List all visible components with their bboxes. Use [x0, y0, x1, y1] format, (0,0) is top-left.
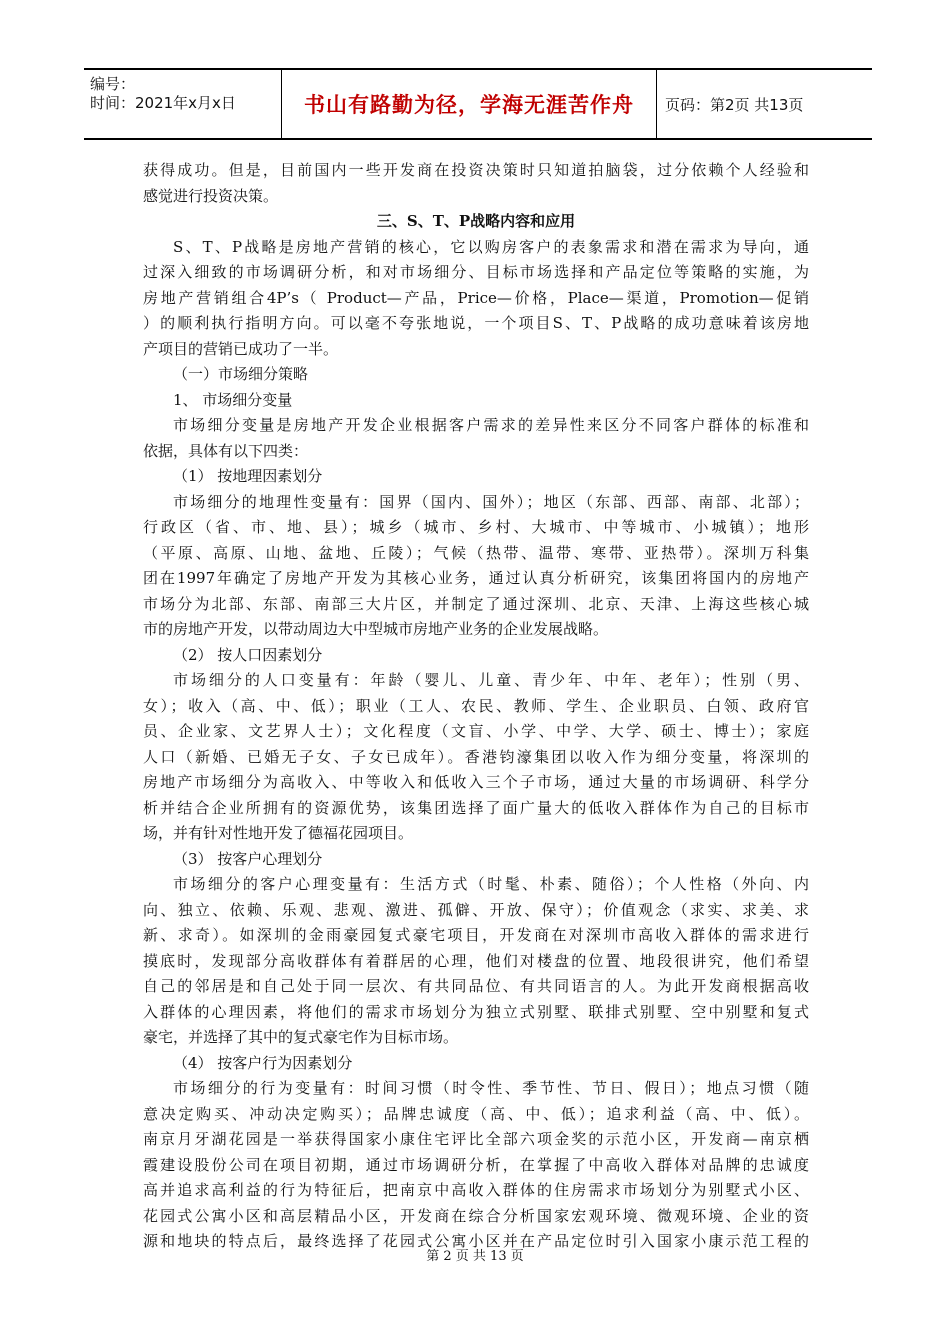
- text-line: 产项目的营销已成功了一半。: [143, 339, 339, 358]
- text-line: 房地产营销组合4P’s（ Product—产品，Price—价格，Place—渠道，Promotion—促销: [143, 288, 809, 307]
- text-line: 源和地块的特点后，最终选择了花园式公寓小区并在产品定位时引入国家小康示范工程的: [143, 1232, 809, 1250]
- text-line: 霞建设股份公司在项目初期，通过市场调研分析，在掌握了中高收入群体对品牌的忠诚度: [143, 1155, 809, 1174]
- text-line: 析并结合企业所拥有的资源优势，该集团选择了面广量大的低收入群体作为自己的目标市: [143, 798, 809, 817]
- document-body: [143, 158, 809, 1255]
- text-line: 市场分为北部、东部、南部三大片区，并制定了通过深圳、北京、天津、上海这些核心城: [143, 594, 809, 613]
- text-line: 团在1997年确定了房地产开发为其核心业务，通过认真分析研究，该集团将国内的房地产: [143, 569, 809, 587]
- text-line: 市场细分变量是房地产开发企业根据客户需求的差异性来区分不同客户群体的标准和: [173, 416, 809, 434]
- header-left-cell: [84, 70, 282, 138]
- text-line: 员、企业家、文艺界人士）；文化程度（文盲、小学、中学、大学、硕士、博士）；家庭: [143, 722, 809, 740]
- page-footer: 第 2 页 共 13 页: [426, 1249, 524, 1264]
- text-line: 市场细分的客户心理变量有：生活方式（时髦、朴素、随俗）；个人性格（外向、内: [173, 875, 809, 893]
- text-line: S、T、P战略是房地产营销的核心，它以购房客户的表象需求和潜在需求为导向，通: [173, 237, 809, 256]
- text-line: 摸底时，发现部分高收群体有着群居的心理，他们对楼盘的位置、地段很讲究，他们希望: [143, 951, 809, 970]
- text-line: 房地产市场细分为高收入、中等收入和低收入三个子市场，通过大量的市场调研、科学分: [143, 773, 809, 791]
- text-line: ）的顺利执行指明方向。可以毫不夸张地说，一个项目S、T、P战略的成功意味着该房地: [143, 314, 809, 332]
- text-line: 市场细分的行为变量有：时间习惯（时令性、季节性、节日、假日）；地点习惯（随: [173, 1079, 809, 1097]
- text-line: 花园式公寓小区和高层精品小区，开发商在综合分析国家宏观环境、微观环境、企业的资: [143, 1206, 809, 1225]
- section-heading: 三、S、T、P战略内容和应用: [376, 212, 576, 230]
- document-number-label: 编号：: [90, 75, 136, 93]
- text-line: 依据，具体有以下四类：: [143, 441, 309, 460]
- subsection-heading: （1） 按地理因素划分: [173, 467, 323, 485]
- text-line: 意决定购买、冲动决定购买）；品牌忠诚度（高、中、低）；追求利益（高、中、低）。: [143, 1104, 809, 1123]
- text-line: 获得成功。但是，目前国内一些开发商在投资决策时只知道拍脑袋，过分依赖个人经验和: [143, 161, 809, 179]
- header-right-cell: [656, 70, 873, 138]
- text-line: 行政区（省、市、地、县）；城乡（城市、乡村、大城市、中等城市、小城镇）；地形: [143, 518, 809, 536]
- document-header: [84, 68, 872, 140]
- text-line: 人口（新婚、已婚无子女、子女已成年）。香港钧濠集团以收入作为细分变量，将深圳的: [143, 747, 809, 766]
- text-line: 向、独立、依赖、乐观、悲观、激进、孤僻、开放、保守）；价值观念（求实、求美、求: [143, 900, 809, 919]
- text-line: 自己的邻居是和自己处于同一层次、有共同品位、有共同语言的人。为此开发商根据高收: [143, 977, 809, 995]
- text-line: 南京月牙湖花园是一举获得国家小康住宅评比全部六项金奖的示范小区，开发商—南京栖: [143, 1130, 809, 1148]
- subsection-heading: （2） 按人口因素划分: [173, 645, 323, 664]
- text-line: 过深入细致的市场调研分析，和对市场细分、目标市场选择和产品定位等策略的实施，为: [143, 263, 809, 281]
- text-line: 感觉进行投资决策。: [143, 186, 279, 205]
- header-motto: 书山有路勤为径，学海无涯苦作舟: [304, 93, 634, 117]
- text-line: （平原、高原、山地、盆地、丘陵）；气候（热带、温带、寒带、亚热带）。深圳万科集: [143, 543, 809, 562]
- text-line: 入群体的心理因素，将他们的需求市场划分为独立式别墅、联排式别墅、空中别墅和复式: [143, 1002, 809, 1021]
- text-line: 女）；收入（高、中、低）；职业（工人、农民、教师、学生、企业职员、白领、政府官: [143, 696, 809, 715]
- text-line: 市场细分的人口变量有：年龄（婴儿、儿童、青少年、中年、老年）；性别（男、: [173, 671, 809, 689]
- text-line: 场，并有针对性地开发了德福花园项目。: [143, 824, 414, 842]
- subsection-heading: （3） 按客户心理划分: [173, 849, 323, 868]
- subsection-heading: （4） 按客户行为因素划分: [173, 1053, 353, 1072]
- text-line: 豪宅，并选择了其中的复式豪宅作为目标市场。: [143, 1028, 459, 1046]
- text-line: 高并追求高利益的行为特征后，把南京中高收入群体的住房需求市场划分为别墅式小区、: [143, 1181, 809, 1199]
- header-center-cell: [283, 70, 655, 138]
- text-line: 市场细分的地理性变量有：国界（国内、国外）；地区（东部、西部、南部、北部）；: [173, 492, 809, 511]
- document-time-label: 时间：2021年x月x日: [90, 94, 236, 112]
- subsection-heading: （一）市场细分策略: [173, 365, 309, 383]
- subsection-heading: 1、 市场细分变量: [173, 390, 293, 409]
- header-page-info: 页码：第2页 共13页: [665, 96, 804, 114]
- text-line: 市的房地产开发，以带动周边大中型城市房地产业务的企业发展战略。: [143, 620, 609, 638]
- text-line: 新、求奇）。如深圳的金雨豪园复式豪宅项目，开发商在对深圳市高收入群体的需求进行: [143, 926, 809, 944]
